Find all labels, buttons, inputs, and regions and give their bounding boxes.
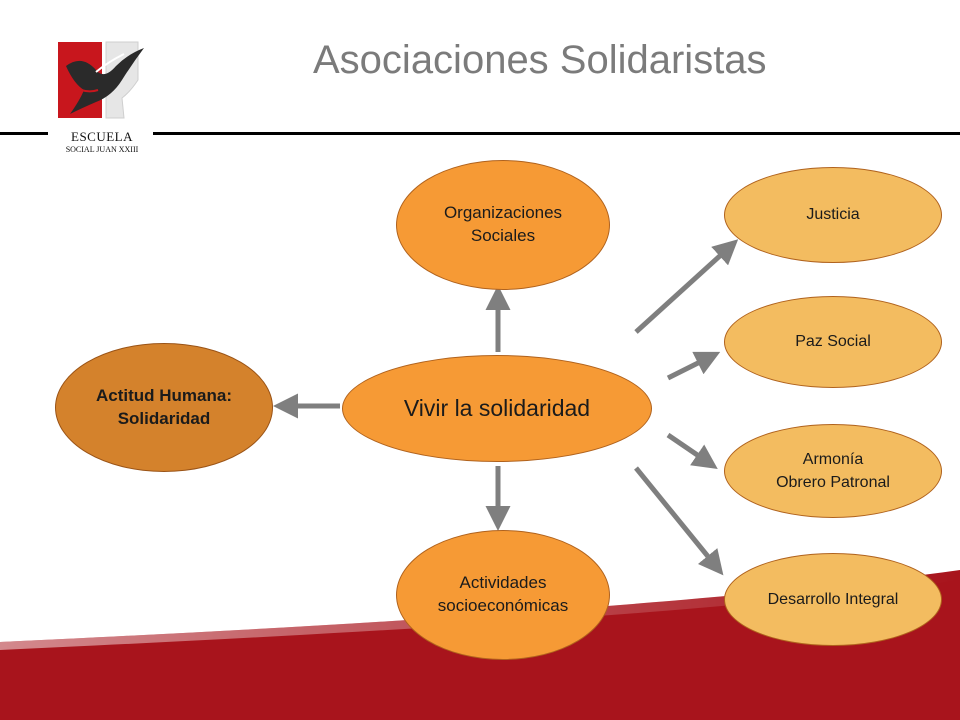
node-paz-social-label: Paz Social — [795, 333, 871, 350]
logo-line2: SOCIAL JUAN XXIII — [65, 145, 139, 154]
node-vivir-la-solidaridad — [342, 355, 652, 462]
header-rule-right — [153, 132, 960, 135]
node-justicia — [724, 167, 942, 263]
node-armonia-obrero-patronal — [724, 424, 942, 518]
node-center-label: Vivir la solidaridad — [403, 395, 591, 421]
logo-line1: ESCUELA — [71, 129, 133, 144]
node-actitud-label: Actitud Humana: Solidaridad — [96, 386, 232, 428]
node-actitud-humana — [55, 343, 273, 472]
node-desarrollo-label: Desarrollo Integral — [767, 590, 899, 608]
node-organizaciones-sociales — [396, 160, 610, 290]
node-armonia-label: Armonía Obrero Patronal — [776, 450, 890, 491]
arrow-to-armonia — [668, 435, 712, 465]
node-desarrollo-integral — [724, 553, 942, 646]
arrow-to-paz-social — [668, 355, 714, 378]
node-paz-social — [724, 296, 942, 388]
escuela-logo — [52, 36, 152, 154]
header-rule-left — [0, 132, 48, 135]
node-justicia-label: Justicia — [806, 206, 860, 223]
arrow-to-desarrollo — [636, 468, 719, 570]
node-actividades-label: Actividades socioeconómicas — [437, 573, 569, 615]
arrow-to-justicia — [636, 244, 733, 332]
logo-text — [52, 130, 152, 154]
node-actividades-socioeconomicas — [396, 530, 610, 660]
slide-title: Asociaciones Solidaristas — [313, 38, 767, 82]
node-organizaciones-label: Organizaciones Sociales — [443, 203, 563, 245]
dove-emblem-icon — [52, 36, 152, 128]
